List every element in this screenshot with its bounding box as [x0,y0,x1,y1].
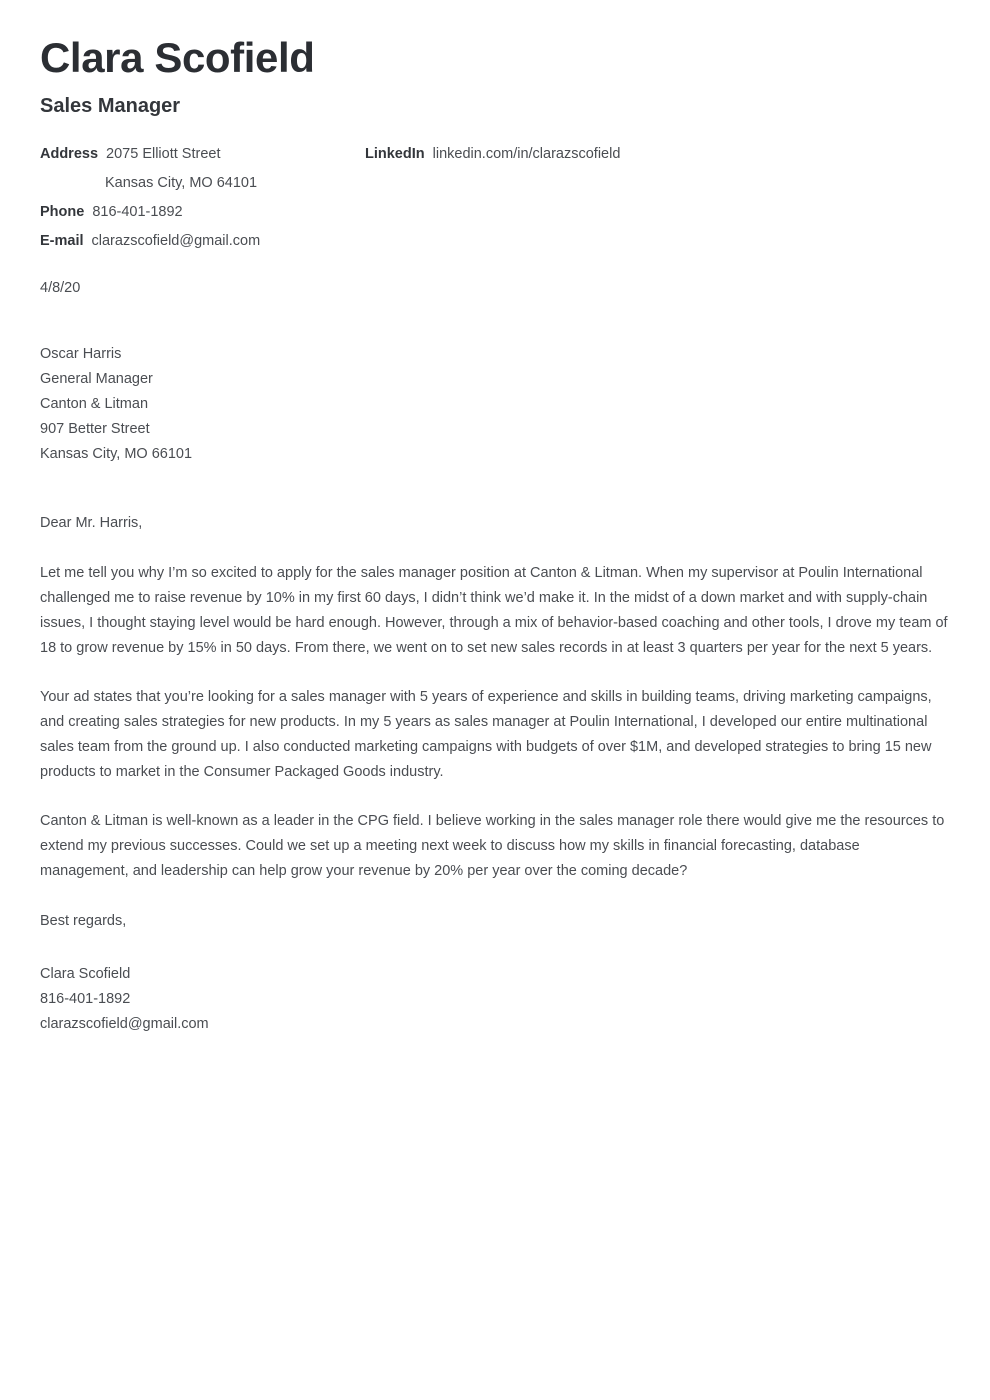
recipient-title: General Manager [40,370,153,387]
contact-row-linkedin [365,144,620,165]
recipient-name: Oscar Harris [40,345,122,362]
linkedin-value[interactable]: linkedin.com/in/clarazscofield [432,146,621,163]
contact-column-left [40,144,370,260]
signature-email[interactable]: clarazscofield@gmail.com [40,1016,209,1032]
recipient-street: 907 Better Street [40,420,150,437]
phone-label: Phone [40,204,85,221]
signature-name: Clara Scofield [40,966,131,983]
contact-row-address [40,144,370,165]
address-value-line2: Kansas City, MO 64101 [105,175,258,192]
email-value[interactable]: clarazscofield@gmail.com [91,233,261,250]
recipient-company: Canton & Litman [40,395,149,412]
contact-row-email [40,231,370,252]
letter-greeting: Dear Mr. Harris, [40,514,143,531]
letter-signoff: Best regards, [40,913,127,930]
phone-value: 816-401-1892 [92,204,183,221]
contact-details [40,144,950,262]
letter-header [40,0,950,118]
contact-column-right [365,144,620,173]
linkedin-label: LinkedIn [365,146,425,163]
recipient-city-state-zip: Kansas City, MO 66101 [40,445,193,462]
candidate-name: Clara Scofield [40,34,315,81]
address-value-line1: 2075 Elliott Street [106,146,221,163]
address-label: Address [40,146,99,163]
signature-phone: 816-401-1892 [40,991,131,1008]
letter-date: 4/8/20 [40,280,81,297]
recipient-address-block [40,342,950,467]
body-paragraph: Let me tell you why I’m so excited to apply for the sales manager position at Canton & Litman. When my supervisor at Poulin International challenged me to raise revenue by 10% in my first 60 days, I didn’t think we’d make it. In the midst of a down market and with supply-chain issues, I thought staying level would be hard enough. However, through a mix of behavior-based coaching and other tools, I drove my team of 18 to grow revenue by 15% in 50 days. From there, we went on to set new sales records in at least 3 quarters per year for the next 5 years. [40,565,948,656]
body-paragraph: Canton & Litman is well-known as a leader in the CPG field. I believe working in the sales manager role there would give me the resources to extend my previous successes. Could we set up a meeting next week to discuss how my skills in financial forecasting, database management, and leadership can help grow your revenue by 20% per year over the coming decade? [40,812,945,879]
letter-body [40,561,950,883]
candidate-job-title: Sales Manager [40,95,181,118]
signature-block [40,962,950,1037]
body-paragraph: Your ad states that you’re looking for a sales manager with 5 years of experience and skills in building teams, driving marketing campaigns, and creating sales strategies for new products. In my 5 years as sales manager at Poulin International, I developed our entire multinational sales team from the ground up. I also conducted marketing campaigns with budgets of over $1M, and developed strategies to bring 15 new products to market in the Consumer Packaged Goods industry. [40,688,932,780]
contact-row-phone [40,202,370,223]
email-label: E-mail [40,233,84,250]
